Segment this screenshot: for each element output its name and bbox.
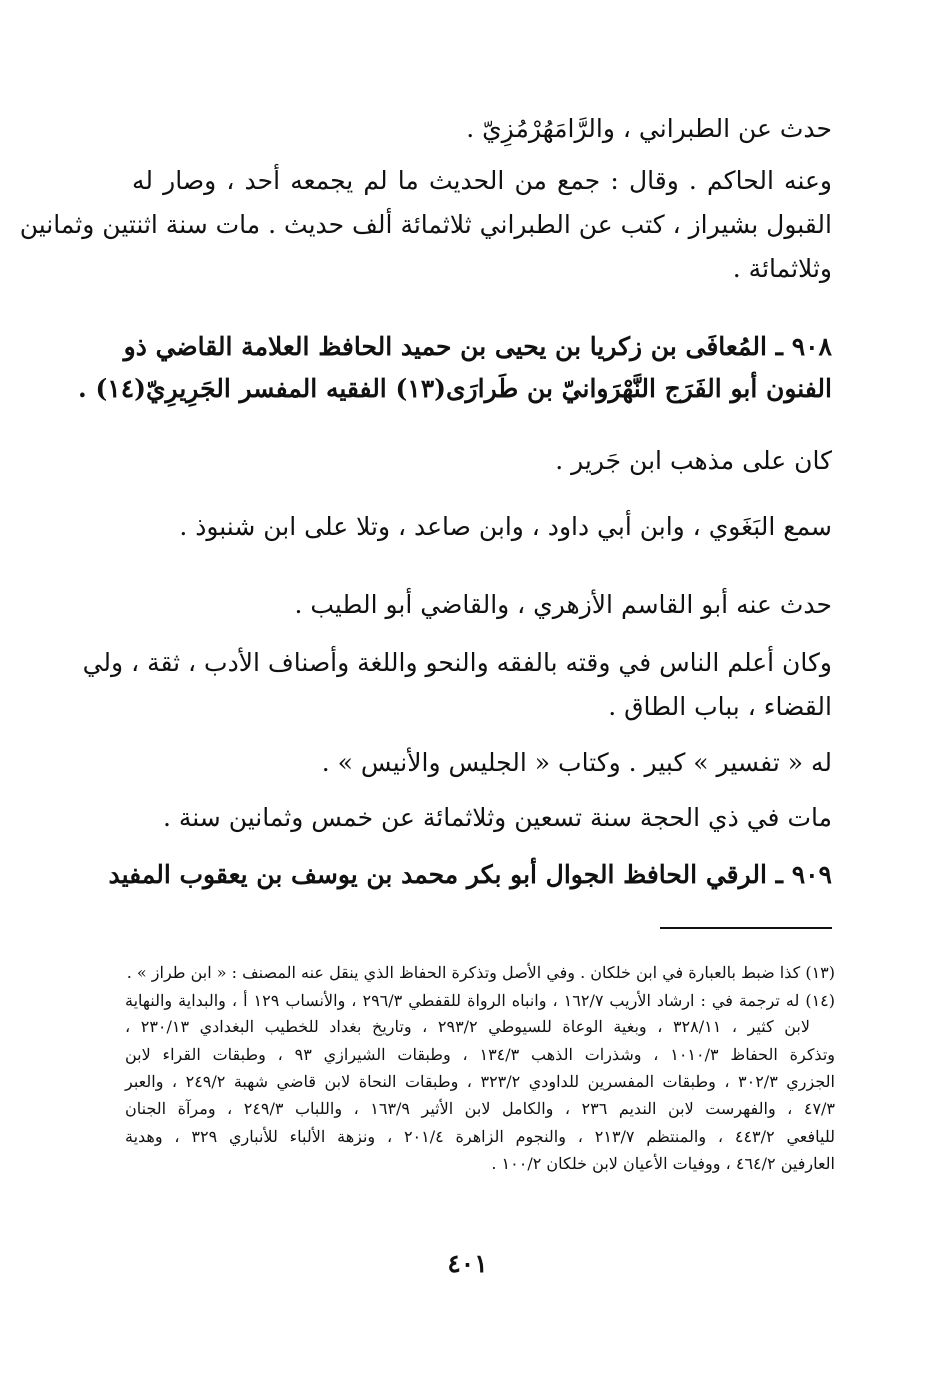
- body-line-10: وكان أعلم الناس في وقته بالفقه والنحو واللغة وأصناف الأدب ، ثقة ، ولي: [82, 648, 832, 677]
- footnote-14-line-1: (١٤) له ترجمة في : ارشاد الأريب ١٦٢/٧ ، وانباه الرواة للقفطي ٢٩٦/٣ ، والأنساب ١٢٩ أ ، والبداية والنهاية: [125, 991, 836, 1010]
- entry-909-heading: ٩٠٩ ـ الرقي الحافظ الجوال أبو بكر محمد بن يوسف بن يعقوب المفيد: [108, 860, 832, 889]
- body-line-1: حدث عن الطبراني ، والرَّامَهُرْمُزِيّ .: [466, 114, 832, 143]
- body-line-2: وعنه الحاكم . وقال : جمع من الحديث ما لم يجمعه أحد ، وصار له: [132, 166, 832, 195]
- footnote-14-line-2: لابن كثير ، ٣٢٨/١١ ، وبغية الوعاة للسيوطي ٢٩٣/٢ ، وتاريخ بغداد للخطيب البغدادي ٢٣٠/١٣ ،: [125, 1017, 811, 1036]
- footnote-14-line-7: العارفين ٤٦٤/٢ ، ووفيات الأعيان لابن خلكان ١٠٠/٢ .: [491, 1154, 835, 1173]
- entry-908-heading-cont: الفنون أبو الفَرَج النَّهْرَوانيّ بن طَرارَى(١٣) الفقيه المفسر الجَرِيرِيّ(١٤) .: [78, 374, 832, 403]
- footnote-14-line-4: الجزري ٣٠٢/٣ ، وطبقات المفسرين للداودي ٣٢٣/٢ ، وطبقات النحاة لابن قاضي شهبة ٢٤٩/٢ ، والعبر: [125, 1072, 836, 1091]
- body-line-9: حدث عنه أبو القاسم الأزهري ، والقاضي أبو الطيب .: [294, 590, 832, 619]
- footnote-separator: [660, 927, 832, 929]
- footnote-14-line-6: لليافعي ٤٤٣/٢ ، والمنتظم ٢١٣/٧ ، والنجوم الزاهرة ٢٠١/٤ ، ونزهة الألباء للأنباري ٣٢٩ ، وهدية: [125, 1127, 836, 1146]
- entry-908-heading: ٩٠٨ ـ المُعافَى بن زكريا بن يحيى بن حميد الحافظ العلامة القاضي ذو: [123, 332, 832, 361]
- body-line-11: القضاء ، بباب الطاق .: [608, 692, 832, 721]
- body-line-12: له « تفسير » كبير . وكتاب « الجليس والأنيس » .: [321, 748, 832, 777]
- body-line-4: وثلاثمائة .: [732, 254, 832, 283]
- body-line-13: مات في ذي الحجة سنة تسعين وثلاثمائة عن خمس وثمانين سنة .: [162, 803, 832, 832]
- footnote-14-line-5: ٤٧/٣ ، والفهرست لابن النديم ٢٣٦ ، والكامل لابن الأثير ١٦٣/٩ ، واللباب ٢٤٩/٣ ، ومرآة الجنان: [125, 1099, 836, 1118]
- body-line-7: كان على مذهب ابن جَرير .: [555, 446, 832, 475]
- body-line-3: القبول بشيراز ، كتب عن الطبراني ثلاثمائة ألف حديث . مات سنة اثنتين وثمانين: [19, 210, 832, 239]
- footnote-14-line-3: وتذكرة الحفاظ ١٠١٠/٣ ، وشذرات الذهب ١٣٤/٣ ، وطبقات الشيرازي ٩٣ ، وطبقات القراء لابن: [125, 1045, 836, 1064]
- footnote-13: (١٣) كذا ضبط بالعبارة في ابن خلكان . وفي الأصل وتذكرة الحفاظ الذي ينقل عنه المصنف : « ابن طراز » .: [126, 963, 835, 982]
- body-line-8: سمع البَغَوي ، وابن أبي داود ، وابن صاعد ، وتلا على ابن شنبوذ .: [179, 512, 832, 541]
- page-number: ٤٠١: [447, 1249, 488, 1278]
